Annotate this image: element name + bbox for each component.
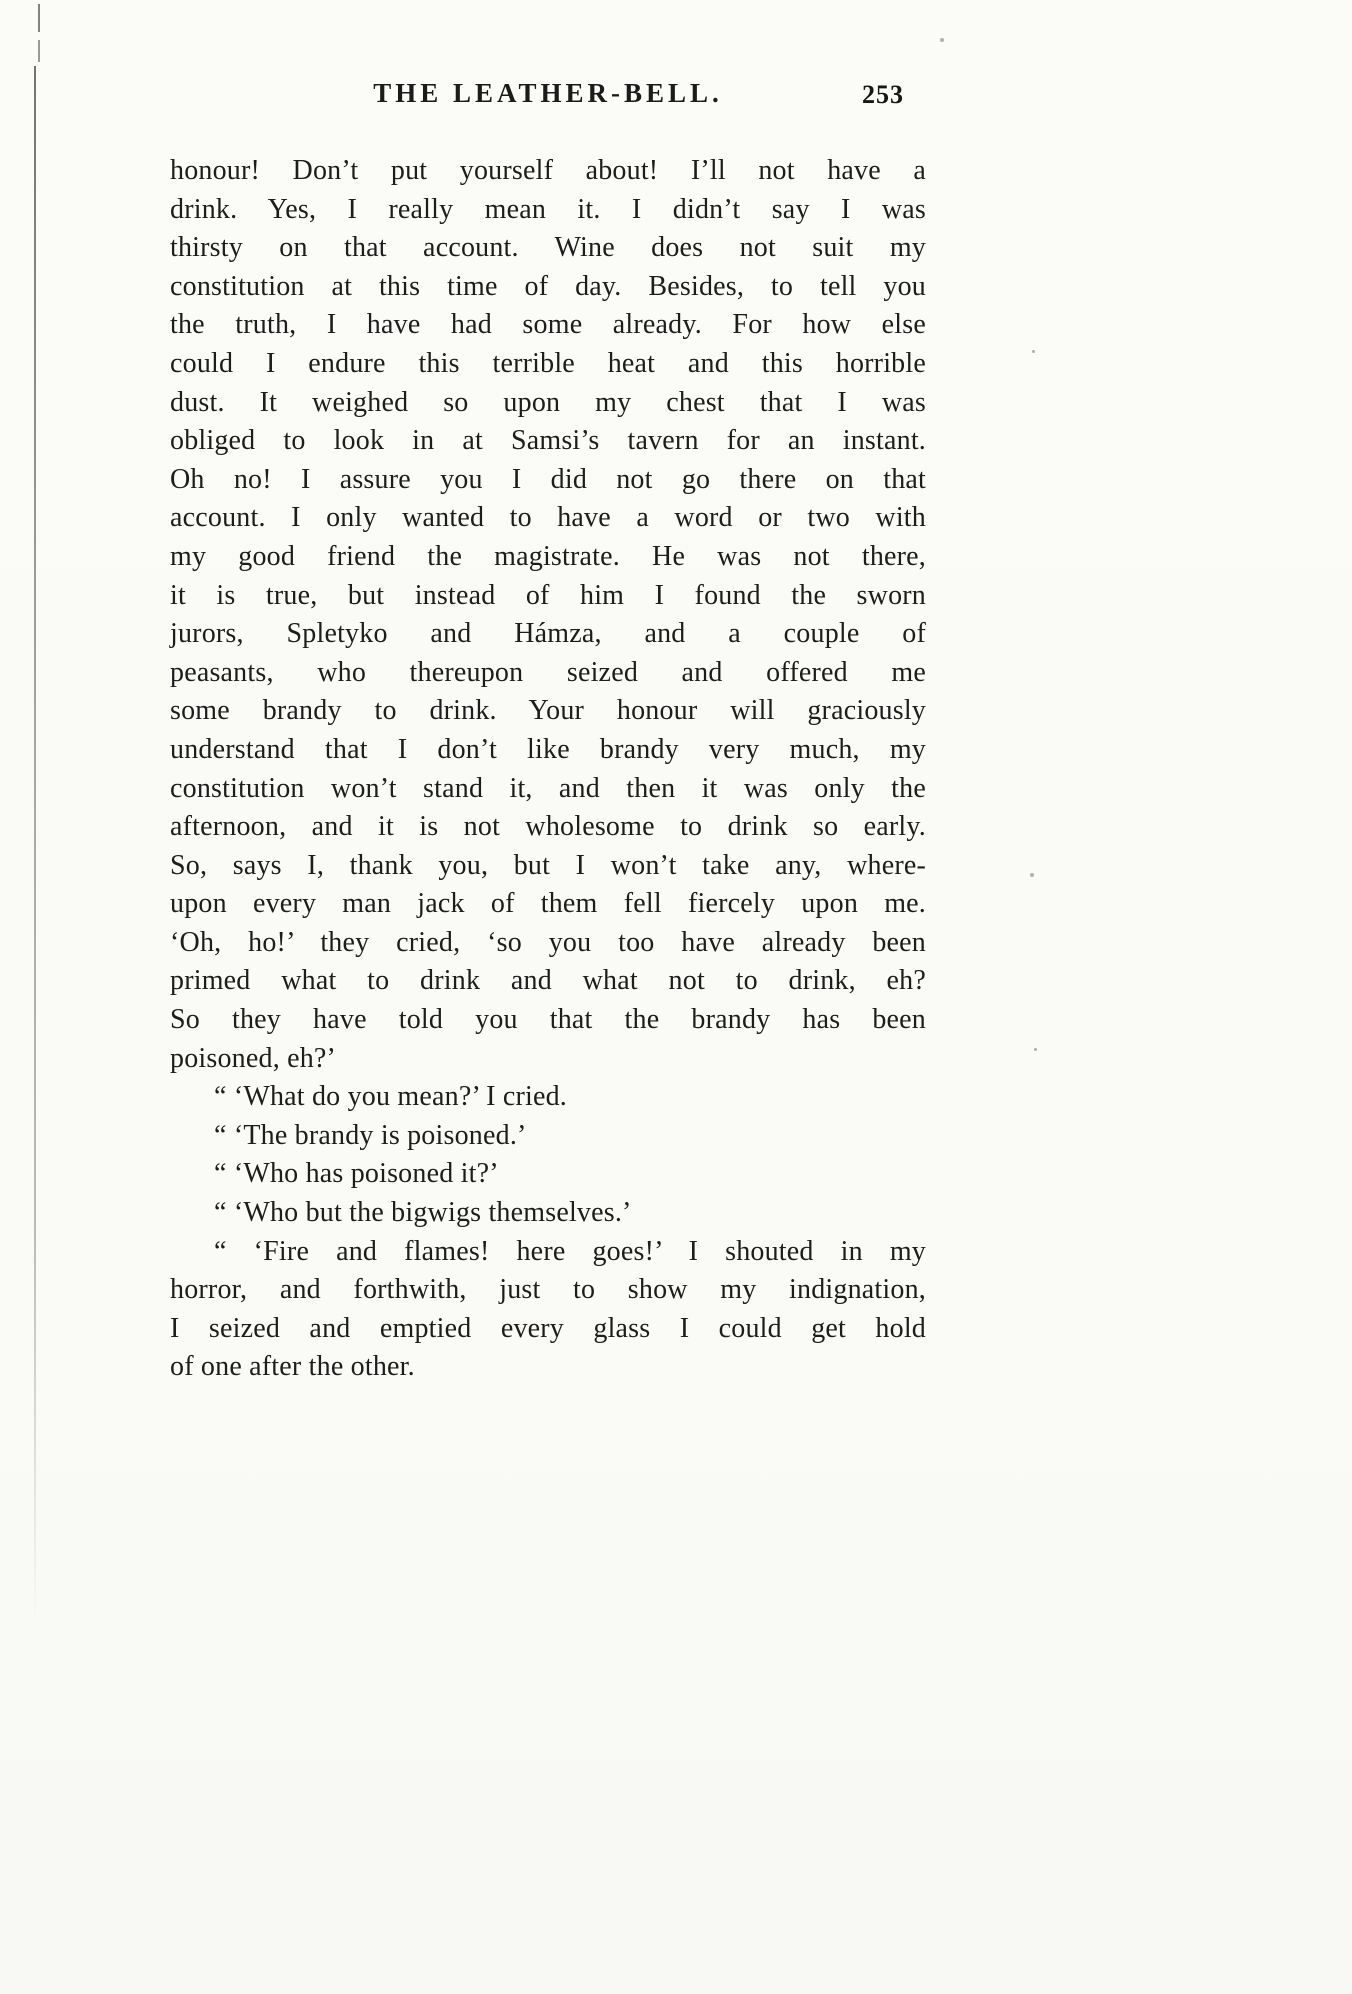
text-line: poisoned, eh?’ xyxy=(170,1042,337,1074)
scan-speck xyxy=(1034,1048,1037,1051)
text-block xyxy=(170,78,926,1387)
text-line: obliged to look in at Samsi’s tavern for an instant. xyxy=(170,425,926,457)
text-line: thirsty on that account. Wine does not suit my xyxy=(170,232,926,264)
text-line: “ ‘The brandy is poisoned.’ xyxy=(214,1119,527,1151)
text-line: “ ‘Who has poisoned it?’ xyxy=(214,1158,499,1190)
text-line: understand that I don’t like brandy very much, my xyxy=(170,733,926,765)
text-line: dust. It weighed so upon my chest that I was xyxy=(170,386,926,418)
text-line: honour! Don’t put yourself about! I’ll not have a xyxy=(170,155,926,186)
text-line: of one after the other. xyxy=(170,1351,415,1383)
text-line: I seized and emptied every glass I could get hold xyxy=(170,1312,926,1344)
scan-speck xyxy=(1030,873,1034,877)
body-text xyxy=(170,152,926,1387)
scan-speck xyxy=(940,38,944,42)
text-line: horror, and forthwith, just to show my indignation, xyxy=(170,1274,926,1306)
binding-line xyxy=(38,40,40,62)
text-line: “ ‘What do you mean?’ I cried. xyxy=(214,1081,567,1113)
text-line: constitution at this time of day. Besides, to tell you xyxy=(170,270,926,302)
text-line: So, says I, thank you, but I won’t take any, where- xyxy=(170,849,926,881)
text-line: “ ‘Fire and flames! here goes!’ I shouted in my xyxy=(214,1235,926,1267)
text-line: primed what to drink and what not to drink, eh? xyxy=(170,965,926,997)
text-line: So they have told you that the brandy has been xyxy=(170,1004,926,1036)
page-number: 253 xyxy=(862,80,904,109)
text-line: drink. Yes, I really mean it. I didn’t say I was xyxy=(170,193,926,225)
text-line: constitution won’t stand it, and then it was only the xyxy=(170,772,926,804)
paragraph xyxy=(170,1233,926,1387)
paragraph xyxy=(170,1117,926,1156)
paragraph xyxy=(170,1155,926,1194)
text-line: the truth, I have had some already. For how else xyxy=(170,309,926,341)
paragraph xyxy=(170,1078,926,1117)
text-line: account. I only wanted to have a word or two with xyxy=(170,502,926,534)
text-line: Oh no! I assure you I did not go there on that xyxy=(170,463,926,495)
text-line: peasants, who thereupon seized and offered me xyxy=(170,656,926,688)
text-line: my good friend the magistrate. He was not there, xyxy=(170,540,926,572)
paragraph xyxy=(170,152,926,1078)
text-line: jurors, Spletyko and Hámza, and a couple of xyxy=(170,618,926,650)
text-line: some brandy to drink. Your honour will graciously xyxy=(170,695,926,727)
text-line: ‘Oh, ho!’ they cried, ‘so you too have already been xyxy=(170,926,926,958)
text-line: it is true, but instead of him I found the sworn xyxy=(170,579,926,611)
text-line: could I endure this terrible heat and this horrible xyxy=(170,347,926,379)
binding-line xyxy=(34,66,36,1626)
text-line: afternoon, and it is not wholesome to drink so early. xyxy=(170,811,926,843)
text-line: “ ‘Who but the bigwigs themselves.’ xyxy=(214,1197,632,1229)
binding-line xyxy=(38,4,40,32)
chapter-title: THE LEATHER-BELL. xyxy=(373,78,723,108)
text-line: upon every man jack of them fell fiercely upon me. xyxy=(170,888,926,920)
paragraph xyxy=(170,1194,926,1233)
running-header xyxy=(170,78,926,118)
scan-speck xyxy=(1032,350,1035,353)
